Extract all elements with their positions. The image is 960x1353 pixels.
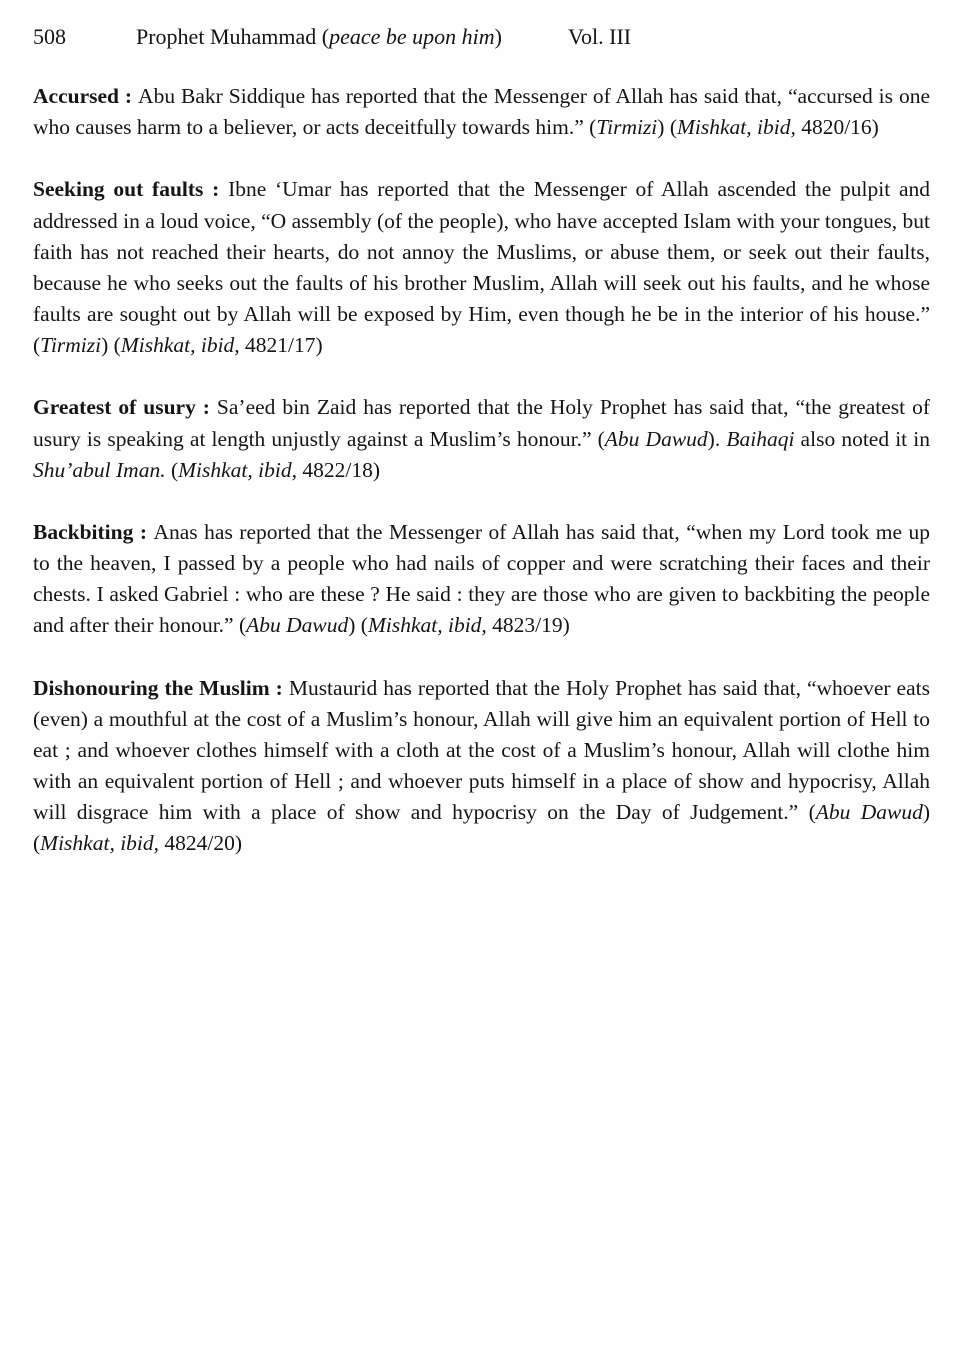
paragraph-heading: Backbiting : <box>33 519 154 544</box>
text-run: Tirmizi <box>40 333 102 358</box>
text-run: Abu Dawud <box>604 426 708 451</box>
text-run: Mishkat, ibid, <box>178 457 297 482</box>
page-title-suffix: ) <box>494 24 502 49</box>
text-run: Abu Dawud <box>815 800 923 825</box>
text-run: Baihaqi <box>726 426 795 451</box>
text-run: 4822/18) <box>296 457 380 482</box>
text-run: Sa’eed bin Zaid has reported that the Holy Prophet has said that, “the greatest of usury is speaking at length unjustly against a Muslim’s honour.” ( <box>33 395 930 451</box>
paragraph-heading: Dishonouring the Muslim : <box>33 675 289 700</box>
page-header <box>33 24 930 50</box>
page-body <box>33 81 930 860</box>
paragraph <box>33 392 930 486</box>
volume-label: Vol. III <box>567 24 632 49</box>
paragraph-heading: Seeking out faults : <box>33 177 229 202</box>
paragraph-heading: Greatest of usury : <box>33 395 217 420</box>
text-run: ) ( <box>101 333 121 358</box>
paragraph <box>33 81 930 143</box>
text-run: Shu’abul Iman. <box>33 457 166 482</box>
page-title-prefix: Prophet Muhammad ( <box>136 24 330 49</box>
text-run: Ibne ‘Umar has reported that the Messenger of Allah ascended the pulpit and addressed in a loud voice, “O assembly (of the people), who have accepted Islam with your tongues, but faith has not reached their hearts, do not annoy the Muslims, or abuse them, or seek out their faults, because he who seeks out the faults of his brother Muslim, Allah will seek out his faults, and he whose faults are sought out by Allah will be exposed by Him, even though he be in the interior of his house.” ( <box>33 177 930 358</box>
text-run: Mishkat, ibid, <box>367 613 487 638</box>
text-run: Mishkat, ibid, <box>40 831 160 856</box>
text-run: Mustaurid has reported that the Holy Prophet has said that, “whoever eats (even) a mouthful at the cost of a Muslim’s honour, Allah will give him an equivalent portion of Hell to eat ; and whoever clothes himself with a cloth at the cost of a Muslim’s honour, Allah will clothe him with an equivalent portion of Hell ; and whoever puts himself in a place of show and hypocrisy, Allah will disgrace him with a place of show and hypocrisy on the Day of Judgement.” ( <box>33 675 930 825</box>
text-run: ( <box>165 457 179 482</box>
text-run: Abu Dawud <box>246 613 349 638</box>
page-number: 508 <box>33 24 66 49</box>
page-title <box>136 24 502 50</box>
text-run: ). <box>707 426 727 451</box>
paragraph-heading: Accursed : <box>33 84 139 108</box>
text-run: ) ( <box>348 613 368 638</box>
text-run: Tirmizi <box>596 115 658 140</box>
text-run: Anas has reported that the Messenger of Allah has said that, “when my Lord took me up to the heaven, I passed by a people who had nails of copper and were scratching their faces and their chests. I asked Gabriel : who are these ? He said : they are those who are given to backbiting the people and after their honour.” ( <box>33 519 930 638</box>
text-run: 4821/17) <box>239 333 323 358</box>
text-run: also noted it in <box>794 426 930 451</box>
text-run: Abu Bakr Siddique has reported that the Messenger of Allah has said that, “accursed is one who causes harm to a believer, or acts deceitfully towards him.” ( <box>33 84 931 140</box>
text-run: 4823/19) <box>486 613 570 638</box>
text-run: ) ( <box>33 800 931 856</box>
paragraph <box>33 174 930 361</box>
text-run: 4820/16) <box>795 115 879 140</box>
text-run: ) ( <box>657 115 677 140</box>
text-run: Mishkat, ibid, <box>120 333 240 358</box>
paragraph <box>33 517 930 642</box>
page-title-italic: peace be upon him <box>329 24 495 49</box>
paragraph <box>33 673 930 860</box>
text-run: 4824/20) <box>159 831 243 856</box>
text-run: Mishkat, ibid, <box>676 115 796 140</box>
